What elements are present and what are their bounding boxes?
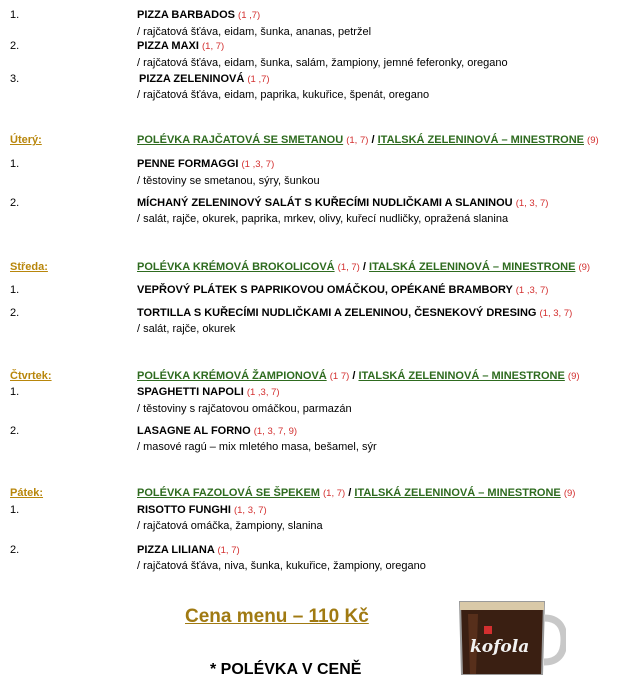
item-number: 1. — [10, 158, 20, 170]
item-number: 2. — [10, 197, 20, 209]
dish-name: TORTILLA S KUŘECÍMI NUDLIČKAMI A ZELENINOU, ČESNEKOVÝ DRESING (1, 3, 7) — [137, 307, 573, 319]
soup-line: POLÉVKA KRÉMOVÁ ŽAMPIONOVÁ (1 7) / ITALSKÁ ZELENINOVÁ – MINESTRONE (9) — [137, 370, 580, 382]
day-heading: Pátek: — [10, 487, 44, 499]
logo-text: kofola — [470, 637, 530, 657]
dish-description: / masové ragú – mix mletého masa, bešamel, sýr — [137, 441, 377, 453]
allergens: (1 ,7) — [238, 10, 261, 21]
dish-description: / rajčatová šťáva, niva, šunka, kukuřice, žampiony, oregano — [137, 560, 426, 572]
dish-name: PIZZA LILIANA (1, 7) — [137, 544, 240, 556]
soup-included-note: * POLÉVKA V CENĚ — [210, 661, 362, 678]
dish-description: / rajčatová šťáva, eidam, šunka, salám, žampiony, jemné feferonky, oregano — [137, 57, 508, 69]
dish-description: / těstoviny s rajčatovou omáčkou, parmazán — [137, 403, 352, 415]
soup-line: POLÉVKA KRÉMOVÁ BROKOLICOVÁ (1, 7) / ITALSKÁ ZELENINOVÁ – MINESTRONE (9) — [137, 261, 591, 273]
dish-description: / rajčatová šťáva, eidam, paprika, kukuřice, špenát, oregano — [137, 89, 430, 101]
dish-name: MÍCHANÝ ZELENINOVÝ SALÁT S KUŘECÍMI NUDLIČKAMI A SLANINOU (1, 3, 7) — [137, 197, 549, 209]
dish-name: SPAGHETTI NAPOLI (1 ,3, 7) — [137, 386, 280, 398]
menu-price: Cena menu – 110 Kč — [185, 606, 369, 627]
dish-description: / rajčatová šťáva, eidam, šunka, ananas, petržel — [137, 26, 372, 38]
soup-line: POLÉVKA FAZOLOVÁ SE ŠPEKEM (1, 7) / ITALSKÁ ZELENINOVÁ – MINESTRONE (9) — [137, 487, 576, 499]
soup-line: POLÉVKA RAJČATOVÁ SE SMETANOU (1, 7) / ITALSKÁ ZELENINOVÁ – MINESTRONE (9) — [137, 134, 599, 146]
dish-description: / salát, rajče, okurek, paprika, mrkev, olivy, kuřecí nudličky, opražená slanina — [137, 213, 509, 225]
item-number: 2. — [10, 544, 20, 556]
dish-description: / rajčatová omáčka, žampiony, slanina — [137, 520, 323, 532]
dish-name: VEPŘOVÝ PLÁTEK S PAPRIKOVOU OMÁČKOU, OPÉKANÉ BRAMBORY (1 ,3, 7) — [137, 284, 549, 296]
item-number: 2. — [10, 425, 20, 437]
dish-description: / těstoviny se smetanou, sýry, šunkou — [137, 175, 320, 187]
dish-description: / salát, rajče, okurek — [137, 323, 236, 335]
allergens: (1 ,7) — [247, 74, 270, 85]
item-number: 1. — [10, 504, 20, 516]
dish-name: RISOTTO FUNGHI (1, 3, 7) — [137, 504, 267, 516]
dish-name: PENNE FORMAGGI (1 ,3, 7) — [137, 158, 275, 170]
day-heading: Čtvrtek: — [10, 370, 52, 382]
dish-name: PIZZA MAXI (1, 7) — [137, 40, 225, 52]
dish-name: LASAGNE AL FORNO (1, 3, 7, 9) — [137, 425, 298, 437]
item-number: 1. — [10, 386, 20, 398]
item-number: 1. — [10, 9, 20, 21]
item-number: 2. — [10, 307, 20, 319]
dish-name: PIZZA BARBADOS (1 ,7) — [137, 9, 261, 21]
item-number: 1. — [10, 284, 20, 296]
day-heading: Úterý: — [10, 134, 42, 146]
dish-name: PIZZA ZELENINOVÁ (1 ,7) — [139, 73, 270, 85]
kofola-mug-image — [448, 596, 566, 675]
day-heading: Středa: — [10, 261, 48, 273]
item-number: 2. — [10, 40, 20, 52]
allergens: (1, 7) — [202, 41, 225, 52]
item-number: 3. — [10, 73, 20, 85]
